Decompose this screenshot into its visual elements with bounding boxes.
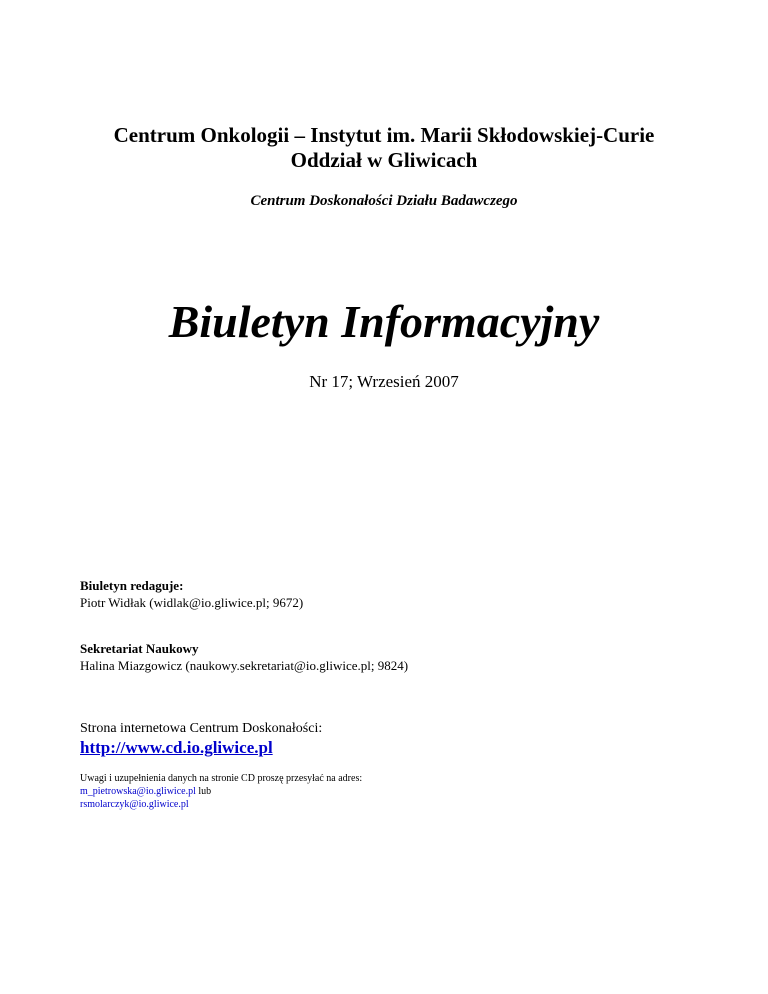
institution-name-line-1: Centrum Onkologii – Instytut im. Marii Skłodowskiej-Curie bbox=[113, 123, 655, 147]
email-link-smolarczyk[interactable]: rsmolarczyk@io.gliwice.pl bbox=[80, 799, 189, 810]
department-name: Centrum Doskonałości Działu Badawczego bbox=[250, 193, 518, 209]
secretariat-heading: Sekretariat Naukowy bbox=[80, 641, 199, 656]
email-line-1 bbox=[80, 785, 211, 798]
editor-heading: Biuletyn redaguje: bbox=[80, 578, 184, 593]
website-link[interactable]: http://www.cd.io.gliwice.pl bbox=[80, 738, 273, 757]
secretariat-info: Halina Miazgowicz (naukowy.sekretariat@io.gliwice.pl; 9824) bbox=[80, 658, 409, 673]
editor-info: Piotr Widłak (widlak@io.gliwice.pl; 9672) bbox=[80, 595, 304, 610]
email-link-pietrowska[interactable]: m_pietrowska@io.gliwice.pl bbox=[80, 786, 196, 797]
remarks-text: Uwagi i uzupełnienia danych na stronie CD proszę przesyłać na adres: bbox=[80, 773, 363, 784]
institution-name-line-2: Oddział w Gliwicach bbox=[290, 148, 478, 172]
website-label: Strona internetowa Centrum Doskonałości: bbox=[80, 721, 323, 736]
email-line-2 bbox=[80, 798, 189, 811]
bulletin-title: Biuletyn Informacyjny bbox=[168, 296, 600, 347]
email-connector: lub bbox=[195, 786, 212, 797]
issue-number: Nr 17; Wrzesień 2007 bbox=[309, 372, 459, 391]
